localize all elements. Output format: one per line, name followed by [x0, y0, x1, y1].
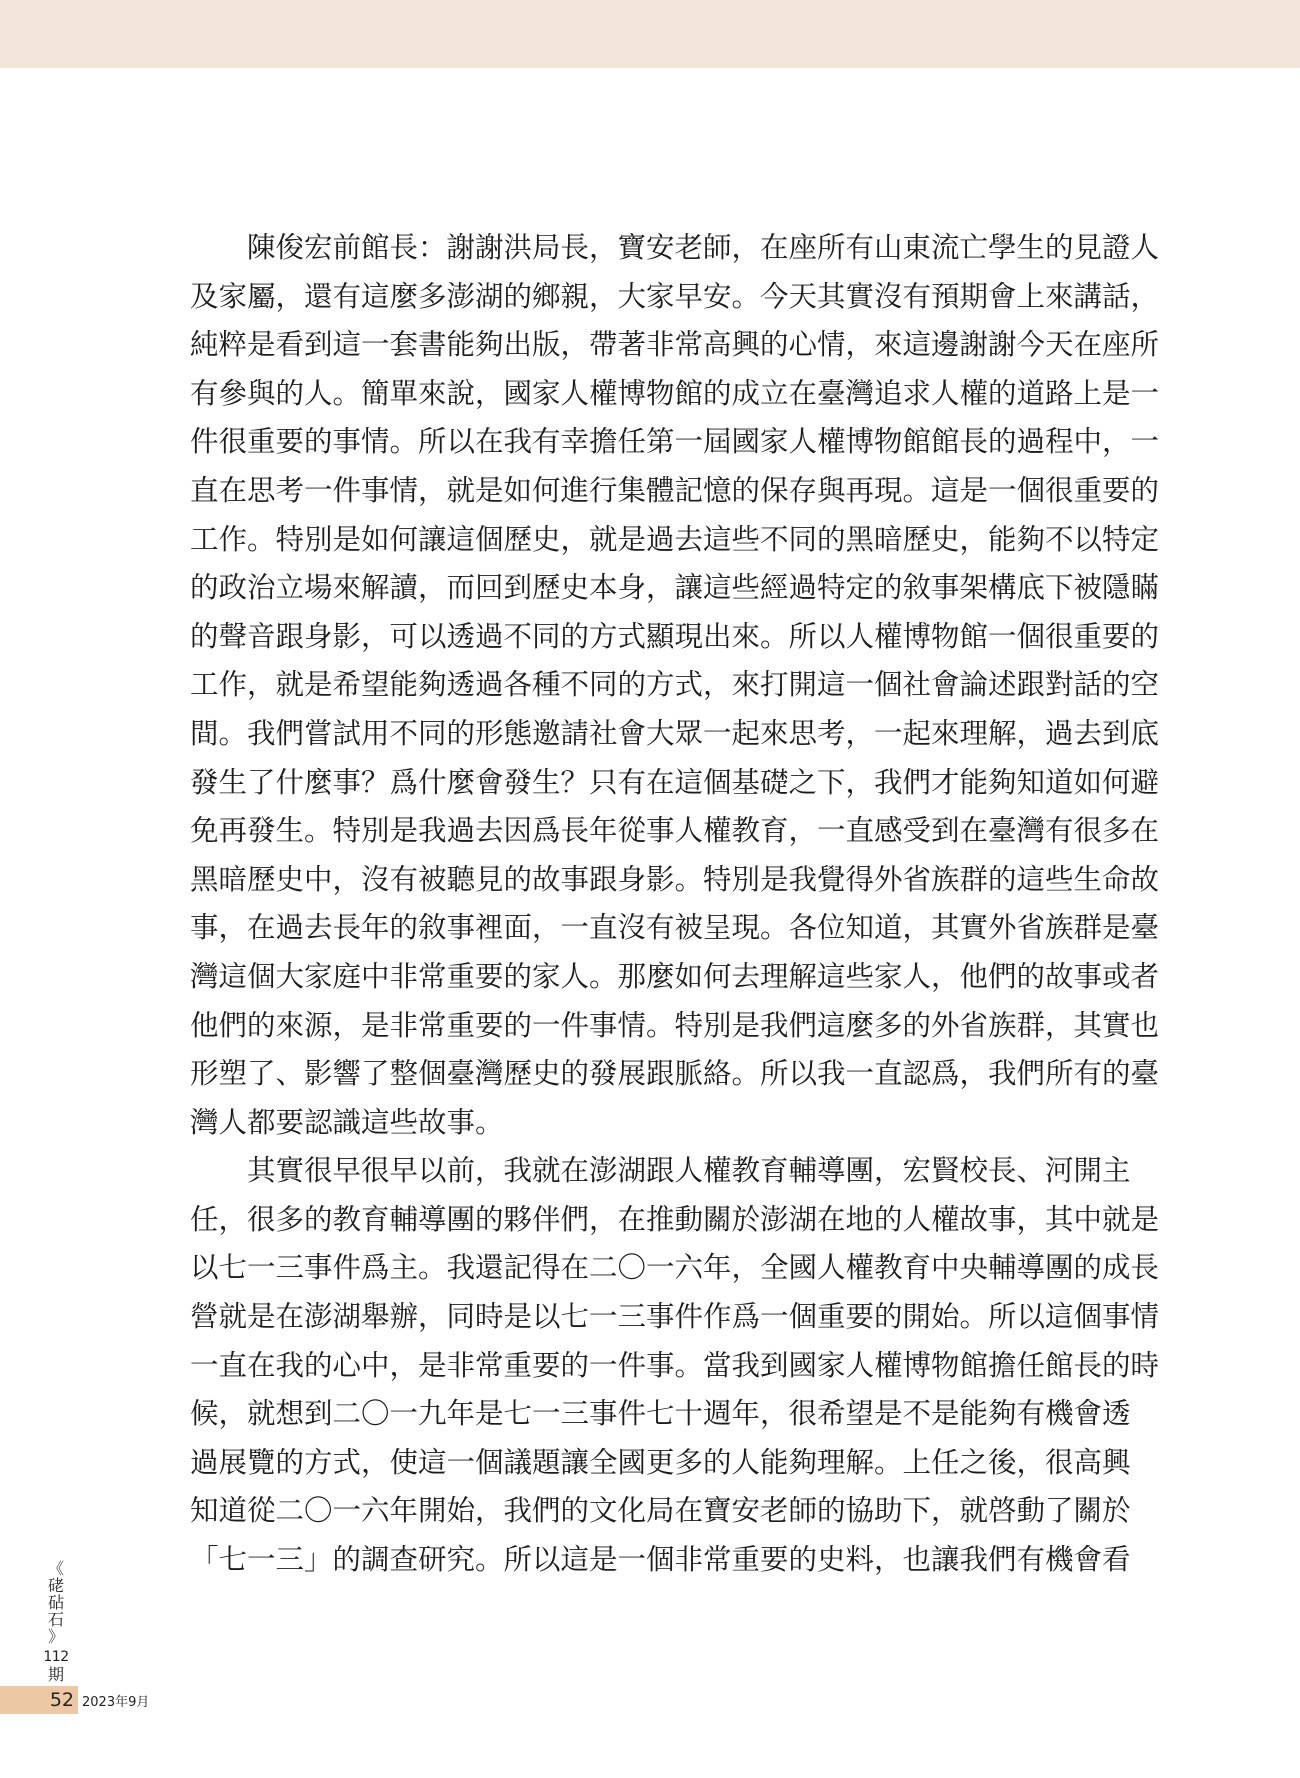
title-char: 砧	[47, 1593, 64, 1612]
text-line: 他們的來源，是非常重要的一件事情。特別是我們這麼多的外省族群，其實也	[190, 1008, 1160, 1042]
issue-suffix: 期	[47, 1665, 64, 1684]
text-line: 知道從二〇一六年開始，我們的文化局在寶安老師的協助下，就啓動了關於	[190, 1494, 1131, 1528]
issue-number: 112	[43, 1649, 69, 1665]
text-line: 灣人都要認識這些故事。	[190, 1105, 504, 1139]
text-line: 的政治立場來解讀，而回到歷史本身，讓這些經過特定的敘事架構底下被隱瞞	[190, 571, 1160, 605]
page-number-tab	[0, 1686, 78, 1714]
title-char: 硓	[47, 1576, 64, 1595]
text-line: 形塑了、影響了整個臺灣歷史的發展跟脈絡。所以我一直認爲，我們所有的臺	[190, 1057, 1160, 1091]
text-line: 陳俊宏前館長：謝謝洪局長，寶安老師，在座所有山東流亡學生的見證人	[247, 231, 1160, 264]
text-line: 發生了什麼事？爲什麼會發生？只有在這個基礎之下，我們才能夠知道如何避	[190, 765, 1160, 799]
text-line: 任，很多的教育輔導團的夥伴們，在推動關於澎湖在地的人權故事，其中就是	[190, 1202, 1160, 1236]
text-line: 灣這個大家庭中非常重要的家人。那麼如何去理解這些家人，他們的故事或者	[190, 959, 1160, 993]
text-line: 純粹是看到這一套書能夠出版，帶著非常高興的心情，來這邊謝謝今天在座所	[190, 328, 1160, 362]
article-body	[190, 224, 1160, 1585]
text-line: 一直在我的心中，是非常重要的一件事。當我到國家人權博物館擔任館長的時	[190, 1348, 1160, 1382]
vertical-publication-title	[41, 1560, 71, 1683]
text-line: 其實很早很早以前，我就在澎湖跟人權教育輔導團，宏賢校長、河開主	[247, 1154, 1131, 1188]
paragraph	[190, 1147, 1160, 1584]
text-line: 「七一三」的調查研究。所以這是一個非常重要的史料，也讓我們有機會看	[190, 1543, 1131, 1577]
text-line: 候，就想到二〇一九年是七一三事件七十週年，很希望是不是能夠有機會透	[190, 1397, 1131, 1431]
paragraph	[190, 224, 1160, 1147]
text-line: 的聲音跟身影，可以透過不同的方式顯現出來。所以人權博物館一個很重要的	[190, 619, 1160, 653]
page-footer	[0, 1686, 149, 1714]
text-line: 工作。特別是如何讓這個歷史，就是過去這些不同的黑暗歷史，能夠不以特定	[190, 522, 1160, 556]
text-line: 及家屬，還有這麼多澎湖的鄉親，大家早安。今天其實沒有預期會上來講話，	[190, 279, 1160, 313]
text-line: 過展覽的方式，使這一個議題讓全國更多的人能夠理解。上任之後，很高興	[190, 1445, 1131, 1479]
text-line: 間。我們嘗試用不同的形態邀請社會大眾一起來思考，一起來理解，過去到底	[190, 716, 1160, 750]
text-line: 有參與的人。簡單來說，國家人權博物館的成立在臺灣追求人權的道路上是一	[190, 376, 1160, 410]
text-line: 工作，就是希望能夠透過各種不同的方式，來打開這一個社會論述跟對話的空	[190, 668, 1160, 702]
text-line: 黑暗歷史中，沒有被聽見的故事跟身影。特別是我覺得外省族群的這些生命故	[190, 862, 1160, 896]
title-char: 石	[47, 1610, 64, 1629]
title-char: 《	[47, 1559, 64, 1578]
top-color-band	[0, 0, 1300, 68]
text-line: 營就是在澎湖舉辦，同時是以七一三事件作爲一個重要的開始。所以這個事情	[190, 1300, 1160, 1334]
text-line: 直在思考一件事情，就是如何進行集體記憶的保存與再現。這是一個很重要的	[190, 473, 1160, 507]
title-char: 》	[47, 1627, 64, 1646]
text-line: 事，在過去長年的敘事裡面，一直沒有被呈現。各位知道，其實外省族群是臺	[190, 911, 1160, 945]
text-line: 件很重要的事情。所以在我有幸擔任第一屆國家人權博物館館長的過程中，一	[190, 425, 1160, 459]
issue-date: 2023年9月	[82, 1694, 150, 1710]
text-line: 免再發生。特別是我過去因爲長年從事人權教育，一直感受到在臺灣有很多在	[190, 814, 1160, 848]
text-line: 以七一三事件爲主。我還記得在二〇一六年，全國人權教育中央輔導團的成長	[190, 1251, 1160, 1285]
page-number: 52	[49, 1689, 74, 1711]
